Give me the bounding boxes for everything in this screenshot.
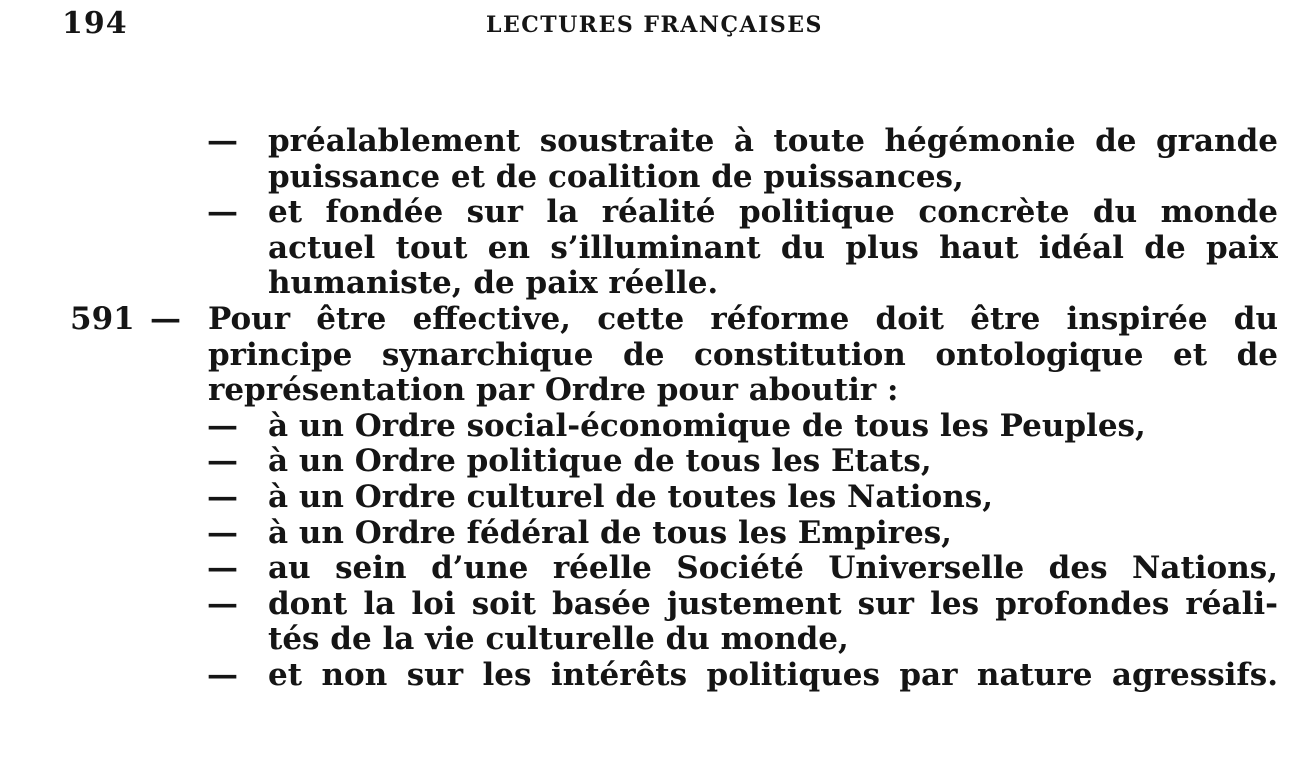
text-line: actuel tout en s’illuminant du plus haut idéal de paix [268,230,1278,266]
list-item [0,516,1297,552]
list-item [0,409,1297,445]
paragraph-continuation [0,338,1297,374]
text-line: humaniste, de paix réelle. [268,266,719,302]
text-line: à un Ordre culturel de toutes les Nations, [268,479,994,515]
list-item [0,124,1297,160]
list-item-continuation [0,266,1297,302]
paragraph-number: 591 [70,300,135,337]
text-line: et non sur les intérêts politiques par nature agressifs. [268,657,1278,693]
text-line: Pour être effective, cette réforme doit être inspirée du [208,301,1278,337]
text-line: représentation par Ordre pour aboutir : [208,373,899,409]
em-dash: — [150,300,181,337]
em-dash: — [207,123,238,159]
text-line: à un Ordre politique de tous les Etats, [268,444,932,480]
text-line: puissance et de coalition de puissances, [268,159,964,195]
list-item [0,195,1297,231]
list-item [0,587,1297,623]
list-item [0,658,1297,694]
body-text [0,124,1297,694]
text-line: dont la loi soit basée justement sur les profondes réali- [268,586,1278,622]
em-dash: — [207,443,238,480]
em-dash: — [207,585,238,622]
list-item-continuation [0,231,1297,267]
running-title: LECTURES FRANÇAISES [486,12,823,38]
list-item [0,551,1297,587]
list-item [0,444,1297,480]
em-dash: — [207,550,238,587]
list-item-continuation [0,622,1297,658]
text-line: préalablement soustraite à toute hégémonie de grande [268,124,1278,159]
em-dash: — [207,478,238,515]
text-line: au sein d’une réelle Société Universelle des Nations, [268,551,1278,587]
page-number: 194 [62,6,128,41]
em-dash: — [207,407,238,444]
numbered-paragraph [0,302,1297,338]
text-line: à un Ordre fédéral de tous les Empires, [268,515,952,551]
page-header [0,6,1297,46]
text-line: et fondée sur la réalité politique concrète du monde [268,195,1278,231]
text-line: à un Ordre social-économique de tous les Peuples, [268,408,1146,444]
list-item-continuation [0,160,1297,196]
em-dash: — [207,656,238,693]
list-item [0,480,1297,516]
text-line: principe synarchique de constitution ontologique et de [208,337,1278,373]
em-dash: — [207,514,238,551]
paragraph-continuation [0,373,1297,409]
text-line: tés de la vie culturelle du monde, [268,622,849,658]
em-dash: — [207,194,238,231]
